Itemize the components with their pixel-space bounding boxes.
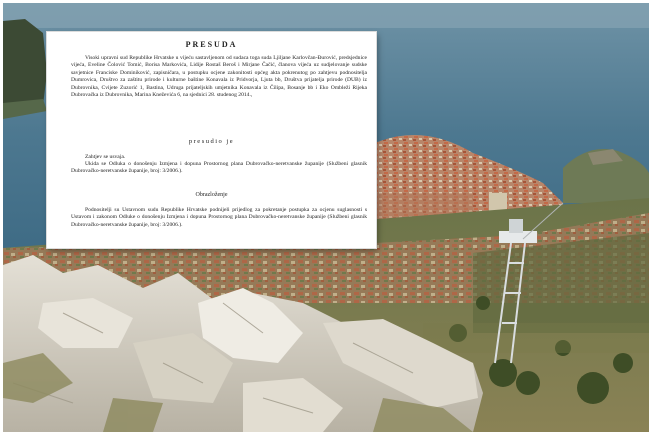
document-title: PRESUDA xyxy=(185,40,238,49)
ruling-paragraph-2: Ukida se Odluka o donošenju Izmjena i dopuna Prostornog plana Dubrovačko-neretvanske županije (Službeni glasnik Dubrovačko-neretvanske županije, broj: 3/2006.). xyxy=(71,161,367,175)
verdict-heading: presudio je xyxy=(188,138,235,145)
court-verdict-document xyxy=(47,32,376,248)
ruling-paragraph-1: Zahtjev se usvaja. xyxy=(85,154,126,160)
reasoning-heading: Obrazloženje xyxy=(195,192,228,198)
document-intro-paragraph: Visoki upravni sud Republike Hrvatske u vijeću sastavljenom od sudaca toga suda Ljiljane Karlovčan-Đurović, predsjednice vijeća, Eveline Čolović Tomić, Borisa Markovića, Lidije Rostaš Beroš i Mirjane Čačić, članova vijeća uz sudjelovanje sudske savjetnice Franciske Dominiković, zapisničara, u postupku ocjene zakonitosti općeg akta pokrenutog po zahtjevu podnositelja Dumrovica, Društvo za zaštitu prirode i kulturne baštine Konavala iz Pridvorja, Ljuta bb, Društva prijatelja prirode (DUB) iz Dubrovnika, Cvijete Zuzorić 1, Bastina, Udruga prijateljskih umjetnika Konavala iz Čilipa, Bosanje bb i Eko Ombleži Rijeka Dubrovačka iz Dubrovnika, Marina Kneževića 6, na sjednici 28. studenog 2014., xyxy=(71,55,367,99)
reasoning-paragraph: Podnositelji su Ustavnom sudu Republike Hrvatske podnijeli prijedlog za pokretanje postupka za ocjenu suglasnosti s Ustavom i zakonom Odluke o donošenju Izmjena i dopuna Prostornog plana Dubrovačko-neretvanske županije (Službeni glasnik Dubrovačko-neretvanske županije, broj: 3/2006.). xyxy=(71,207,367,228)
